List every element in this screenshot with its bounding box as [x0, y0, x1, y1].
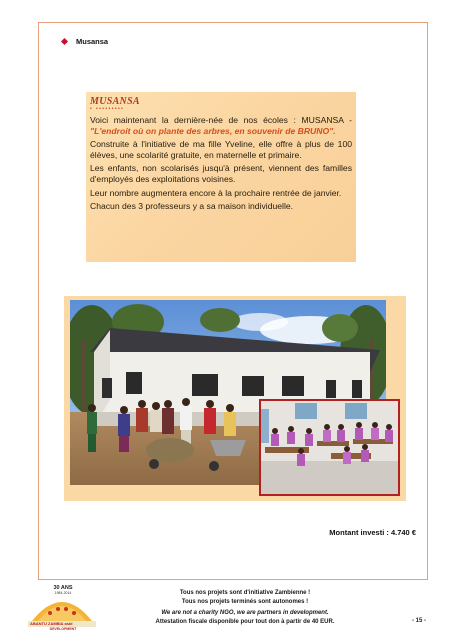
musansa-text-box [86, 92, 356, 262]
footer-line-1: Tous nos projets sont d'initiative Zambienne ! [179, 590, 311, 596]
page-number: - 15 - [411, 618, 426, 624]
paragraph-construction: Construite à l'initiative de ma fille Yveline, elle offre à plus de 100 élèves, une scolarité gratuite, en maternelle et primaire. [90, 139, 352, 160]
quote-text: "L'endroit où on plante des arbres, en souvenir de BRUNO". [90, 125, 336, 136]
classroom-inset-photo [259, 399, 400, 496]
section-title: Musansa [76, 36, 109, 46]
paragraph-children: Les enfants, non scolarisés jusqu'à présent, viennent des familles d'employés des exploitations voisines. [90, 163, 352, 184]
logo-dates: 1984-2014 [54, 591, 72, 595]
footer-line-4: Attestation fiscale disponible pour tout don à partir de 40 EUR. [155, 619, 335, 625]
paragraph-teachers: Chacun des 3 professeurs y a sa maison individuelle. [90, 201, 294, 212]
box-heading: MUSANSA [90, 96, 140, 107]
footer-line-2: Tous nos projets terminés sont autonomes ! [181, 599, 309, 605]
amount-invested: Montant investi : 4.740 € [329, 528, 416, 537]
logo-subtitle: DEVELOPMENT [49, 627, 77, 631]
section-heading [62, 35, 108, 47]
heading-dots: • ••••••••• [90, 106, 125, 112]
paragraph-intro [90, 115, 352, 136]
paragraph-growth: Leur nombre augmentera encore à la prochaire rentrée de janvier. [90, 187, 342, 198]
logo-anniversary: 30 ANS [53, 585, 73, 591]
footer-line-3: We are not a charity NGO, we are partners in development. [161, 610, 329, 616]
abantu-zambia-logo [24, 585, 100, 633]
footer [120, 589, 370, 627]
logo-organisation-name: ABANTU ZAMBIA asbl [30, 621, 73, 626]
red-diamond-bullet-icon [61, 37, 68, 44]
intro-text: Voici maintenant la dernière-née de nos écoles : MUSANSA - [90, 115, 352, 125]
